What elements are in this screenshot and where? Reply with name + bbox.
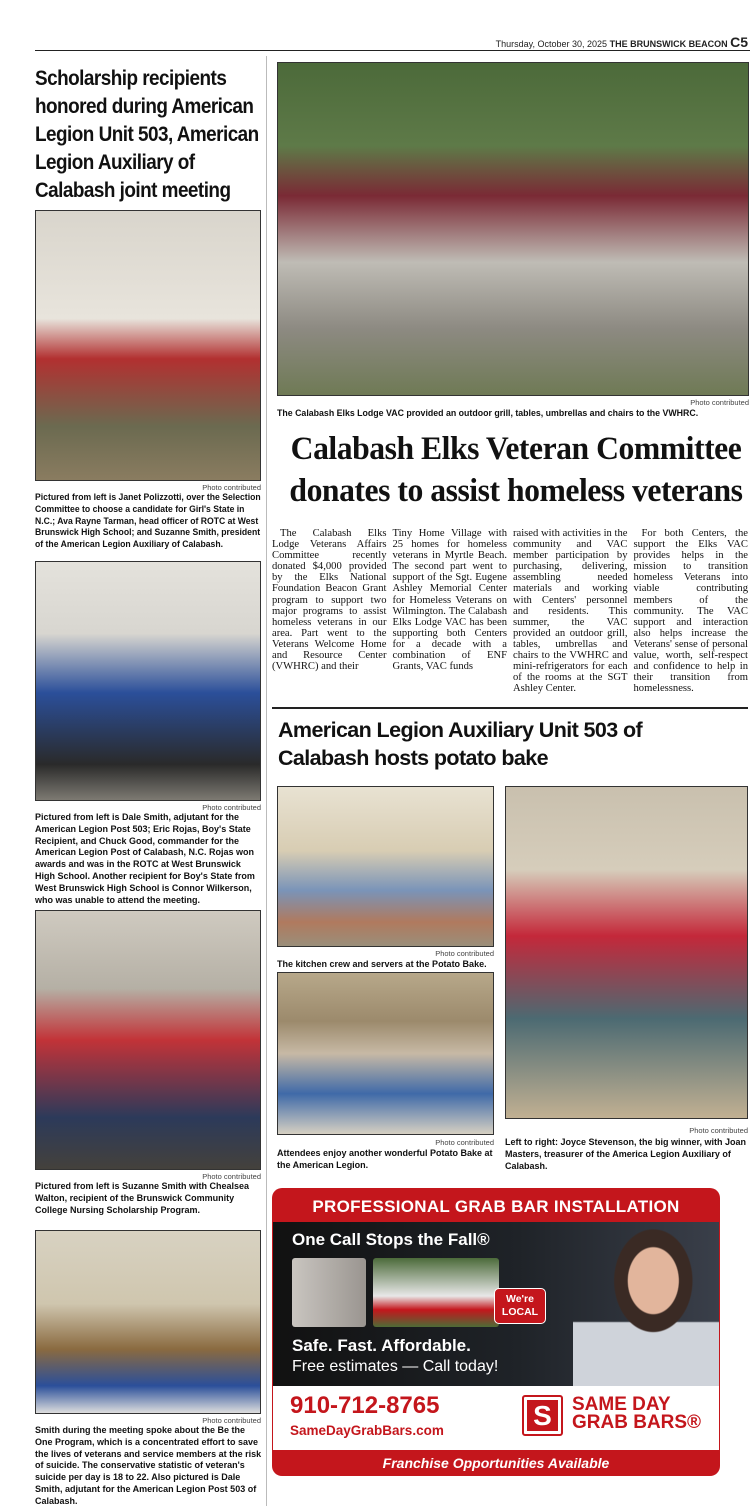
photo-caption: Attendees enjoy another wonderful Potato Bake at the American Legion.	[277, 1148, 493, 1170]
photo-scholarship-girls-state	[35, 210, 261, 481]
photo-caption: Pictured from left is Suzanne Smith with Chealsea Walton, recipient of the Brunswick Community College Nursing Scholarship Program.	[35, 1181, 250, 1215]
photo-caption: Pictured from left is Janet Polizzotti, over the Selection Committee to choose a candidate for Girl's State in N.C.; Ava Rayne Tarman, head officer of ROTC at West Brunswick High School; and Suzanne Smith, president of the American Legion Auxiliary of Calabash.	[35, 492, 261, 550]
logo-line: GRAB BARS®	[572, 1412, 702, 1433]
badge-line: LOCAL	[501, 1306, 539, 1318]
grab-bar-photo	[292, 1258, 366, 1327]
photo-credit: Photo contributed	[435, 949, 494, 958]
photo-credit: Photo contributed	[202, 1416, 261, 1425]
ad-tagline: Safe. Fast. Affordable.	[292, 1336, 471, 1355]
ad-footer: Franchise Opportunities Available	[382, 1455, 610, 1471]
were-local-badge	[494, 1288, 546, 1324]
photo-credit: Photo contributed	[202, 803, 261, 812]
photo-caption: The Calabash Elks Lodge VAC provided an outdoor grill, tables, umbrellas and chairs to the VWHRC.	[277, 408, 699, 418]
photo-credit: Photo contributed	[689, 1126, 748, 1135]
article-column: raised with activities in the community and VAC member participation by purchasing, delivering, assembling needed materials and working with Centers' personnel and residents. This summer, the VAC provided an outdoor grill, tables, umbrellas and chairs to the VWHRC and mini-refrigerators for each of the rooms at the SGT Ashley Center.	[513, 528, 628, 695]
photo-kitchen-crew	[277, 786, 494, 947]
grab-bar-advertisement[interactable]	[272, 1188, 720, 1476]
photo-credit: Photo contributed	[202, 483, 261, 492]
logo-icon	[522, 1395, 563, 1436]
photo-attendees	[277, 972, 494, 1135]
page-header	[496, 34, 748, 50]
article-column: Tiny Home Village with 25 homes for homeless veterans in Myrtle Beach. The second part went to support of the Sgt. Eugene Ashley Memorial Center for Homeless Veterans on Wilmington. The Calabash Elks Lodge VAC has been supporting both Centers for a decade with a combination of ENF Grants, VAC funds	[392, 528, 507, 673]
logo-line: SAME DAY	[572, 1394, 671, 1415]
ad-photo-panel	[273, 1222, 719, 1386]
paper-name: THE BRUNSWICK BEACON	[609, 39, 728, 49]
photo-be-the-one	[35, 1230, 261, 1414]
ad-subline: Free estimates — Call today!	[292, 1358, 499, 1375]
photo-boys-state	[35, 561, 261, 801]
woman-pointing-image	[573, 1224, 719, 1386]
photo-caption: Smith during the meeting spoke about the Be the One Program, which is a concentrated effort to save the lives of veterans and service members at the risk of suicide. The conservative statistic of veteran's suicide per day is 18 to 22. Also pictured is Dale Smith, adjutant for the American Legion Post 503 of Calabash.	[35, 1425, 262, 1506]
badge-line: We're	[506, 1293, 534, 1305]
photo-caption: The kitchen crew and servers at the Potato Bake.	[277, 959, 487, 969]
van-photo	[373, 1258, 499, 1327]
photo-credit: Photo contributed	[202, 1172, 261, 1181]
date: Thursday, October 30, 2025	[495, 39, 608, 49]
article-column: The Calabash Elks Lodge Veterans Affairs Committee recently donated $4,000 provided by the Elks National Foundation Beacon Grant program to support two major programs to assist homeless veterans in our area. Part went to the Veterans Welcome Home and Resource Center (VWHRC) and their	[272, 528, 387, 673]
header-rule	[35, 50, 750, 51]
column-divider	[266, 56, 267, 1506]
photo-elks-donation	[277, 62, 749, 396]
article-column: For both Centers, the support the Elks VAC provides helps in the mission to transition homeless Veterans into viable contributing members of the community. The VAC support and interaction also helps increase the Veterans' sense of personal value, worth, self-respect and confidence to help in their transition from homelessness.	[633, 528, 748, 695]
elks-headline: Calabash Elks Veteran Committee donates to assist homeless veterans	[289, 431, 743, 509]
photo-caption: Left to right: Joyce Stevenson, the big winner, with Joan Masters, treasurer of the America Legion Auxiliary of Calabash.	[505, 1137, 747, 1171]
logo-letter: S	[527, 1400, 558, 1431]
ad-contact-panel	[273, 1386, 719, 1450]
photo-nursing-scholarship	[35, 910, 261, 1170]
ad-website[interactable]: SameDayGrabBars.com	[290, 1423, 444, 1438]
scholarship-headline: Scholarship recipients honored during American Legion Unit 503, American Legion Auxiliary of Calabash joint meeting	[35, 66, 259, 202]
photo-caption: Pictured from left is Dale Smith, adjutant for the American Legion Post 503; Eric Rojas, Boy's State Recipient, and Chuck Good, commander for the American Legion Post of Calabash, N.C. Rojas won awards and was in the ROTC at West Brunswick High School. Another recipient for Boy's State from West Brunswick High School is Connor Wilkerson, who was unable to attend the meeting.	[35, 812, 255, 905]
photo-credit: Photo contributed	[690, 398, 749, 407]
ad-phone[interactable]: 910-712-8765	[290, 1392, 440, 1419]
section-rule	[272, 707, 748, 709]
elks-article-body	[272, 528, 748, 694]
page-number: C5	[730, 34, 748, 50]
ad-slogan: One Call Stops the Fall®	[292, 1230, 490, 1249]
photo-winner	[505, 786, 748, 1119]
photo-credit: Photo contributed	[435, 1138, 494, 1147]
potato-bake-headline: American Legion Auxiliary Unit 503 of Calabash hosts potato bake	[278, 718, 643, 770]
logo-text	[572, 1396, 701, 1432]
ad-title: PROFESSIONAL GRAB BAR INSTALLATION	[312, 1197, 680, 1216]
